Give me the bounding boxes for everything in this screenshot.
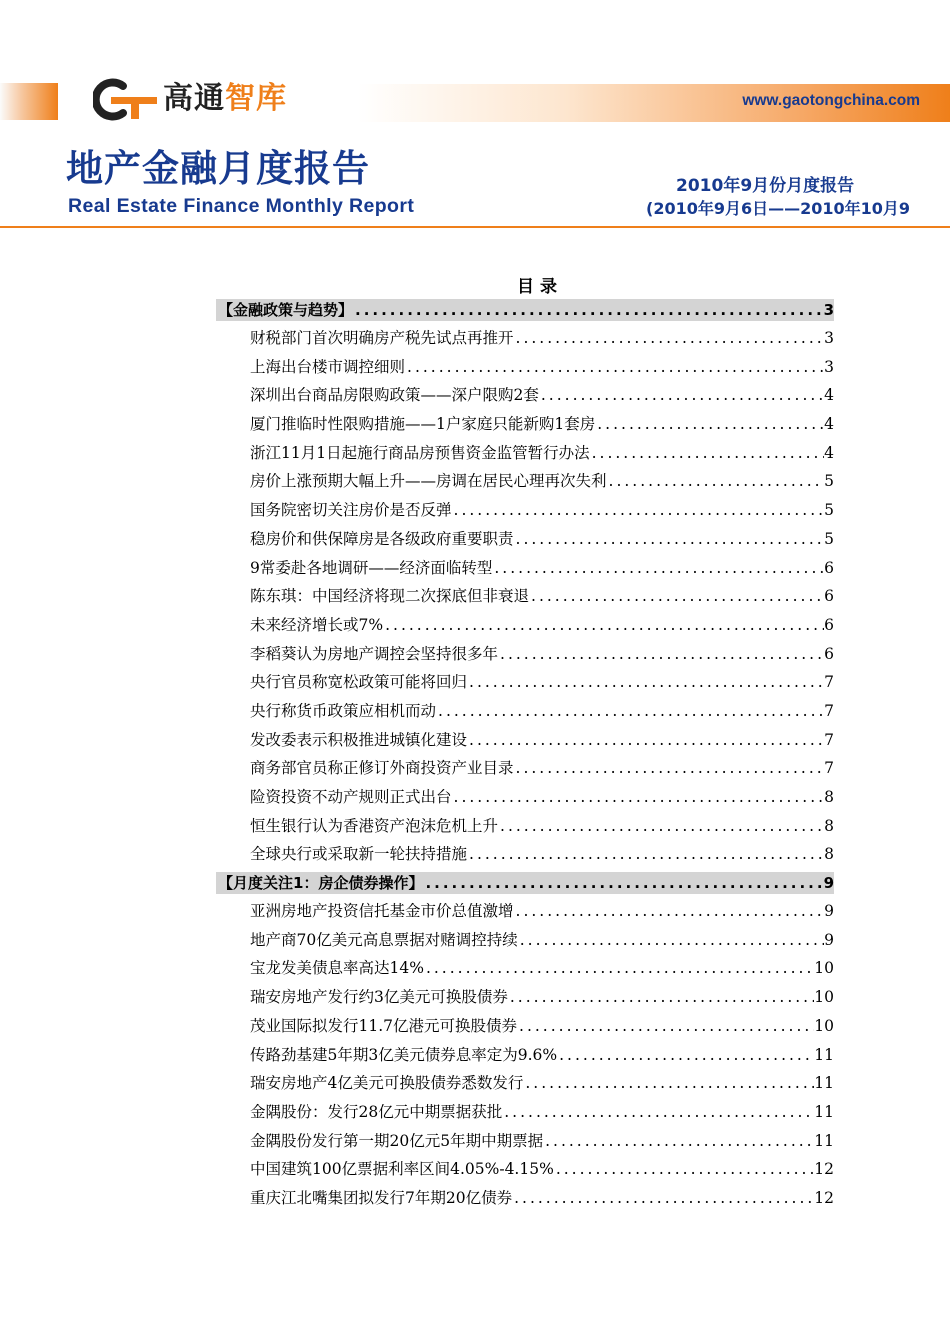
toc-entry-label: 陈东琪：中国经济将现二次探底但非衰退: [250, 587, 530, 606]
toc-dot-leader: [516, 324, 825, 353]
toc-entry[interactable]: [216, 697, 834, 726]
toc-entry-label: 中国建筑100亿票据利率区间4.05%-4.15%: [250, 1160, 554, 1179]
toc-page-number: 6: [824, 615, 834, 634]
toc-entry[interactable]: [216, 324, 834, 353]
toc-page-number: 9: [824, 902, 834, 921]
toc-dot-leader: [541, 381, 824, 410]
toc-entry-label: 商务部官员称正修订外商投资产业目录: [250, 759, 514, 778]
toc-dot-leader: [516, 897, 825, 926]
toc-entry-label: 瑞安房地产4亿美元可换股债券悉数发行: [250, 1074, 524, 1093]
toc-page-number: 9: [823, 874, 834, 893]
toc-dot-leader: [500, 812, 824, 841]
toc-page-number: 3: [824, 329, 834, 347]
toc-page-number: 7: [824, 701, 834, 720]
toc-dot-leader: [494, 554, 824, 583]
toc-title: 目 录: [517, 277, 557, 297]
toc-dot-leader: [516, 754, 825, 783]
toc-dot-leader: [510, 983, 814, 1012]
toc-entry[interactable]: [216, 1184, 834, 1213]
toc-page-number: 9: [824, 930, 834, 949]
toc-entry-label: 上海出台楼市调控细则: [250, 357, 406, 376]
toc-entry[interactable]: [216, 726, 834, 755]
toc-entry[interactable]: [216, 926, 834, 955]
toc-dot-leader: [454, 783, 825, 812]
toc-page-number: 7: [824, 730, 834, 749]
toc-entry-label: 深圳出台商品房限购政策——深户限购2套: [250, 386, 539, 405]
toc-entry[interactable]: [216, 611, 834, 640]
toc-page-number: 6: [824, 587, 834, 606]
toc-entry[interactable]: [216, 554, 834, 583]
toc-dot-leader: [520, 926, 824, 955]
toc-page-number: 3: [823, 301, 834, 319]
toc-entry[interactable]: [216, 1155, 834, 1184]
toc-entry-label: 稳房价和供保障房是各级政府重要职责: [250, 529, 514, 548]
toc-entry-label: 恒生银行认为香港资产泡沫危机上升: [250, 816, 499, 835]
toc-entry[interactable]: [216, 754, 834, 783]
toc-section-label: 【金融政策与趋势】: [218, 301, 354, 319]
toc-entry-label: 传路劲基建5年期3亿美元债券息率定为9.6%: [250, 1045, 558, 1064]
toc-section[interactable]: [216, 872, 834, 894]
toc-dot-leader: [469, 668, 824, 697]
toc-entry-label: 瑞安房地产发行约3亿美元可换股债券: [250, 988, 508, 1007]
toc-entry-label: 金隅股份发行第一期20亿元5年期中期票据: [250, 1131, 544, 1150]
toc-dot-leader: [525, 1069, 814, 1098]
brand-name: [163, 81, 287, 116]
table-of-contents: [216, 296, 834, 1213]
toc-page-number: 5: [824, 472, 834, 491]
toc-page-number: 10: [814, 1016, 834, 1035]
toc-entry[interactable]: [216, 640, 834, 669]
header-band-left: [0, 83, 58, 120]
toc-page-number: 7: [824, 759, 834, 778]
website-link[interactable]: www.gaotongchina.com: [742, 92, 920, 109]
gt-logo-icon: [93, 77, 159, 121]
toc-entry-label: 发改委表示积极推进城镇化建设: [250, 730, 468, 749]
toc-entry-label: 金隅股份：发行28亿元中期票据获批: [250, 1102, 503, 1121]
toc-dot-leader: [469, 726, 824, 755]
toc-page-number: 7: [824, 673, 834, 692]
toc-entry-label: 央行称货币政策应相机而动: [250, 701, 437, 720]
toc-page-number: 4: [824, 386, 834, 405]
toc-page-number: 4: [824, 443, 834, 462]
toc-dot-leader: [425, 872, 823, 894]
toc-dot-leader: [504, 1098, 814, 1127]
brand-name-dark: 高通: [163, 81, 225, 116]
toc-entry-label: 地产商70亿美元高息票据对赌调控持续: [250, 930, 518, 949]
header-divider: [0, 226, 950, 228]
toc-entry-label: 房价上涨预期大幅上升——房调在居民心理再次失利: [250, 472, 607, 491]
toc-entry[interactable]: [216, 897, 834, 926]
toc-entry[interactable]: [216, 1069, 834, 1098]
toc-dot-leader: [454, 496, 825, 525]
toc-entry[interactable]: [216, 582, 834, 611]
toc-entry[interactable]: [216, 1012, 834, 1041]
toc-entry[interactable]: [216, 1098, 834, 1127]
toc-entry[interactable]: [216, 783, 834, 812]
toc-dot-leader: [500, 640, 824, 669]
toc-dot-leader: [597, 410, 824, 439]
toc-page-number: 11: [814, 1045, 834, 1064]
toc-dot-leader: [556, 1155, 814, 1184]
report-date-range: (2010年9月6日——2010年10月9: [646, 199, 911, 218]
toc-entry[interactable]: [216, 410, 834, 439]
toc-entry[interactable]: [216, 496, 834, 525]
toc-page-number: 8: [824, 816, 834, 835]
toc-entry-label: 9常委赴各地调研——经济面临转型: [250, 558, 493, 577]
toc-entry[interactable]: [216, 353, 834, 382]
toc-dot-leader: [559, 1041, 814, 1070]
toc-dot-leader: [609, 467, 825, 496]
toc-entry-label: 宝龙发美债息率高达14%: [250, 959, 424, 978]
toc-page-number: 11: [814, 1102, 834, 1121]
toc-dot-leader: [514, 1184, 814, 1213]
toc-entry[interactable]: [216, 668, 834, 697]
toc-entry-label: 亚洲房地产投资信托基金市价总值激增: [250, 902, 514, 921]
toc-dot-leader: [426, 954, 814, 983]
toc-entry-label: 未来经济增长或7%: [250, 615, 384, 634]
toc-entry-label: 茂业国际拟发行11.7亿港元可换股债券: [250, 1016, 518, 1035]
toc-entry-label: 厦门推临时性限购措施——1户家庭只能新购1套房: [250, 415, 596, 434]
toc-dot-leader: [438, 697, 824, 726]
toc-section-label: 【月度关注1：房企债券操作】: [218, 874, 424, 893]
report-title: 地产金融月度报告: [66, 147, 370, 190]
toc-entry-label: 全球央行或采取新一轮扶持措施: [250, 845, 468, 864]
toc-dot-leader: [545, 1127, 814, 1156]
toc-page-number: 6: [824, 558, 834, 577]
toc-entry-label: 央行官员称宽松政策可能将回归: [250, 673, 468, 692]
toc-dot-leader: [519, 1012, 814, 1041]
toc-entry-label: 财税部门首次明确房产税先试点再推开: [250, 329, 514, 347]
toc-page-number: 4: [824, 415, 834, 434]
toc-page-number: 10: [814, 959, 834, 978]
toc-dot-leader: [592, 439, 825, 468]
toc-page-number: 12: [814, 1160, 834, 1179]
toc-entry[interactable]: [216, 983, 834, 1012]
toc-entry-label: 浙江11月1日起施行商品房预售资金监管暂行办法: [250, 443, 590, 462]
toc-dot-leader: [355, 299, 824, 321]
toc-page-number: 8: [824, 788, 834, 806]
toc-page-number: 11: [814, 1074, 834, 1093]
toc-page-number: 10: [814, 988, 834, 1007]
toc-dot-leader: [531, 582, 824, 611]
toc-dot-leader: [385, 611, 824, 640]
toc-entry-label: 险资投资不动产规则正式出台: [250, 788, 452, 806]
toc-entry[interactable]: [216, 1127, 834, 1156]
report-period: 2010年9月份月度报告: [676, 176, 855, 196]
toc-dot-leader: [516, 525, 825, 554]
toc-section[interactable]: [216, 299, 834, 321]
toc-entry[interactable]: [216, 812, 834, 841]
toc-entry-label: 李稻葵认为房地产调控会坚持很多年: [250, 644, 499, 663]
report-subtitle: Real Estate Finance Monthly Report: [68, 195, 415, 217]
toc-entry[interactable]: [216, 1041, 834, 1070]
toc-page-number: 12: [814, 1188, 834, 1207]
toc-dot-leader: [407, 353, 824, 382]
toc-page-number: 3: [824, 357, 834, 376]
toc-dot-leader: [469, 840, 824, 869]
toc-entry[interactable]: [216, 467, 834, 496]
toc-entry[interactable]: [216, 954, 834, 983]
brand-name-orange: 智库: [225, 81, 287, 116]
toc-entry[interactable]: [216, 381, 834, 410]
toc-entry[interactable]: [216, 439, 834, 468]
toc-entry-label: 国务院密切关注房价是否反弹: [250, 501, 452, 520]
toc-entry[interactable]: [216, 840, 834, 869]
toc-page-number: 5: [824, 501, 834, 520]
gaotong-logo: [93, 74, 287, 124]
toc-page-number: 6: [824, 644, 834, 663]
toc-page-number: 5: [824, 529, 834, 548]
toc-entry[interactable]: [216, 525, 834, 554]
toc-page-number: 8: [824, 845, 834, 864]
toc-page-number: 11: [814, 1131, 834, 1150]
toc-entry-label: 重庆江北嘴集团拟发行7年期20亿债券: [250, 1188, 513, 1207]
